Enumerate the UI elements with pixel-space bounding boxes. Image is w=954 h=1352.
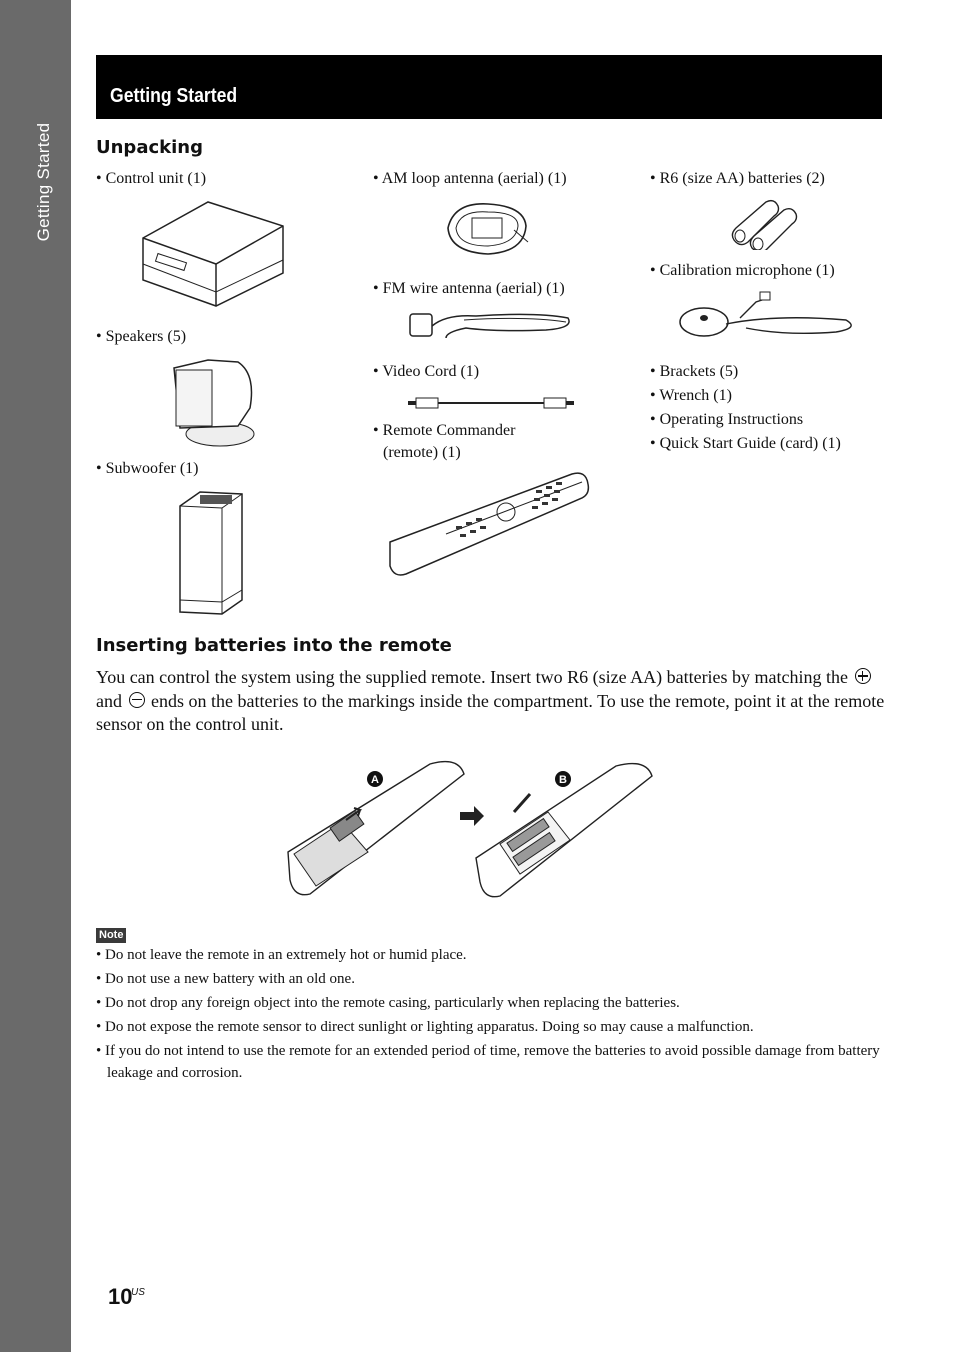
page-suffix: US (131, 1287, 145, 1298)
fm-antenna-illustration (406, 306, 574, 346)
section-title: Getting Started (110, 85, 238, 107)
item-batteries: • R6 (size AA) batteries (2) (650, 170, 825, 187)
item-control-unit: • Control unit (1) (96, 170, 207, 187)
note-item: • Do not expose the remote sensor to direct sunlight or lighting apparatus. Doing so may cause a malfunction. (96, 1019, 754, 1035)
item-subwoofer: • Subwoofer (1) (96, 460, 199, 477)
note-badge: Note (96, 928, 126, 943)
item-speakers: • Speakers (5) (96, 328, 187, 345)
video-cord-illustration (406, 394, 578, 412)
microphone-illustration (676, 288, 858, 344)
item-brackets: • Brackets (5) (650, 363, 739, 380)
subwoofer-illustration (174, 488, 248, 618)
item-remote-cont: (remote) (1) (383, 444, 461, 461)
section-header (96, 55, 882, 119)
plus-symbol-icon (855, 668, 871, 684)
paragraph-part-2: ends on the batteries to the markings inside the compartment. To use the remote, point it at the remote sensor on the control unit. (96, 690, 885, 734)
unpacking-heading: Unpacking (96, 137, 203, 158)
item-operating-instructions: • Operating Instructions (650, 411, 804, 428)
step-b-label: B (559, 774, 567, 786)
note-list (96, 944, 886, 1086)
control-unit-illustration (138, 198, 288, 308)
note-item: • Do not leave the remote in an extremely hot or humid place. (96, 947, 467, 963)
item-remote: • Remote Commander (373, 422, 516, 439)
item-quick-start: • Quick Start Guide (card) (1) (650, 435, 841, 452)
batteries-illustration (726, 198, 802, 250)
page-number: 10 (108, 1284, 133, 1309)
item-microphone: • Calibration microphone (1) (650, 262, 835, 279)
step-b-marker (554, 770, 572, 788)
step-a-label: A (371, 774, 379, 786)
am-antenna-illustration (444, 200, 530, 256)
item-video-cord: • Video Cord (1) (373, 363, 480, 380)
item-wrench: • Wrench (1) (650, 387, 732, 404)
remote-illustration (386, 470, 592, 580)
item-am-antenna: • AM loop antenna (aerial) (1) (373, 170, 567, 187)
note-item: • Do not use a new battery with an old one. (96, 971, 355, 987)
note-item: • Do not drop any foreign object into the remote casing, particularly when replacing the batteries. (96, 995, 680, 1011)
battery-insertion-diagram (280, 760, 670, 900)
side-tab (0, 0, 71, 1352)
speaker-illustration (168, 356, 260, 448)
item-fm-antenna: • FM wire antenna (aerial) (1) (373, 280, 565, 297)
step-a-marker (366, 770, 384, 788)
paragraph-and: and (96, 690, 122, 711)
batteries-heading: Inserting batteries into the remote (96, 635, 452, 656)
batteries-paragraph (96, 666, 886, 737)
note-item: • If you do not intend to use the remote for an extended period of time, remove the batteries to avoid possible damage from battery leakage and corrosion. (96, 1043, 880, 1081)
side-tab-label: Getting Started (34, 122, 53, 242)
minus-symbol-icon (129, 692, 145, 708)
paragraph-part-1: You can control the system using the supplied remote. Insert two R6 (size AA) batteries by matching the (96, 667, 849, 687)
